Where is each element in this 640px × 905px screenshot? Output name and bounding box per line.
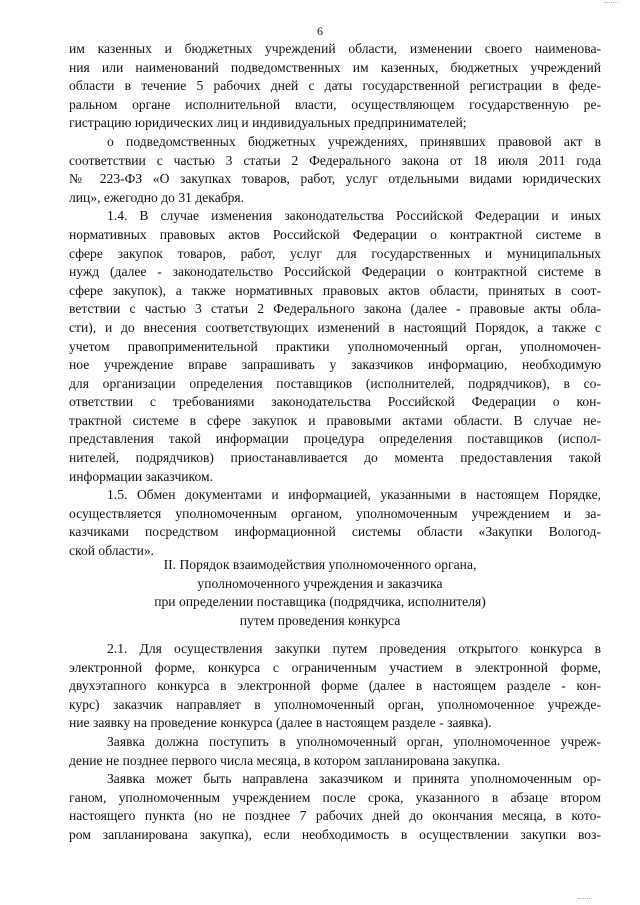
text-line: ное учреждение вправе запрашивать у заказчиков информацию, необходимую bbox=[69, 357, 601, 373]
text-line: ганом, уполномоченным учреждением после срока, указанного в абзаце втором bbox=[69, 789, 601, 805]
text-line: казчиками посредством информационной системы области «Закупки Вологод- bbox=[69, 524, 601, 540]
text-line: нителей, подрядчиков) приостанавливается до момента предоставления такой bbox=[69, 450, 601, 466]
text-line: курс) заказчик направляет в уполномоченный орган, уполномоченное учрежде- bbox=[69, 696, 601, 712]
text-line: двухэтапного конкурса в электронной форме (далее в настоящем разделе - кон- bbox=[69, 678, 601, 694]
text-line: области в течение 5 рабочих дней с даты государственной регистрации в феде- bbox=[69, 78, 601, 94]
text-line: нужд (далее - законодательство Российской Федерации о контрактной системе в bbox=[69, 264, 601, 280]
text-line: ответствии с требованиями законодательства Российской Федерации о кон- bbox=[69, 394, 601, 410]
text-line: 2.1. Для осуществления закупки путем проведения открытого конкурса в bbox=[107, 641, 601, 656]
text-line: им казенных и бюджетных учреждений области, изменении своего наименова- bbox=[69, 41, 601, 56]
page-number: 6 bbox=[317, 24, 323, 38]
scan-artifact-bottom bbox=[578, 898, 592, 902]
text-line: настоящего пункта (но не позднее 7 рабочих дней до окончания месяца, в кото- bbox=[69, 808, 601, 824]
text-line: трактной системе в сфере закупок и правовыми актами области. В случае не- bbox=[69, 412, 601, 428]
heading-line: при определении поставщика (подрядчика, исполнителя) bbox=[154, 594, 486, 610]
heading-line: путем проведения конкурса bbox=[239, 612, 401, 628]
text-line: ром запланирована закупка), если необходимость в осуществлении закупки воз- bbox=[69, 826, 601, 842]
text-line: нормативных правовых актов Российской Федерации о контрактной системе в bbox=[69, 226, 601, 242]
text-line: ветствии с частью 3 статьи 2 Федерального закона (далее - правовые акты обла- bbox=[69, 301, 601, 317]
text-line: осуществляется уполномоченным органом, уполномоченным учреждением и за- bbox=[69, 505, 601, 521]
text-line: дение не позднее первого числа месяца, в котором запланирована закупка. bbox=[69, 752, 501, 768]
text-line: Заявка может быть направлена заказчиком и принята уполномоченным ор- bbox=[107, 771, 601, 787]
section-heading bbox=[0, 556, 640, 630]
text-line: для организации определения поставщиков (исполнителей, подрядчиков), в со- bbox=[69, 375, 601, 391]
text-line: лиц», ежегодно до 31 декабря. bbox=[69, 189, 245, 205]
text-line: ние заявку на проведение конкурса (далее в настоящем разделе - заявка). bbox=[69, 715, 492, 731]
text-line: электронной форме, конкурса с ограниченным участием в электронной форме, bbox=[69, 659, 601, 675]
text-line: сти), и до внесения соответствующих изменений в настоящий Порядок, а также с bbox=[69, 319, 601, 335]
text-line: представления такой информации процедура определения поставщиков (испол- bbox=[69, 431, 601, 447]
text-line: 1.5. Обмен документами и информацией, указанными в настоящем Порядке, bbox=[107, 487, 601, 503]
scan-artifact bbox=[604, 2, 618, 6]
text-line: соответствии с частью 3 статьи 2 Федерального закона от 18 июля 2011 года bbox=[69, 152, 601, 168]
text-line: 1.4. В случае изменения законодательства Российской Федерации и иных bbox=[107, 208, 601, 224]
body-text-bottom bbox=[69, 640, 601, 845]
text-line: Заявка должна поступить в уполномоченный орган, уполномоченное учреж- bbox=[107, 733, 601, 749]
text-line: сфере закупок товаров, работ, услуг для государственных и муниципальных bbox=[69, 245, 601, 261]
text-line: гистрацию юридических лиц и индивидуальных предпринимателей; bbox=[69, 115, 467, 131]
text-line: ральном органе исполнительной власти, осуществляющем государственную ре- bbox=[69, 96, 601, 112]
text-line: о подведомственных бюджетных учреждениях, принявших правовой акт в bbox=[107, 133, 601, 149]
heading-line: II. Порядок взаимодействия уполномоченного органа, bbox=[163, 557, 477, 572]
text-line: ния или наименований подведомственных им казенных, бюджетных учреждений bbox=[69, 59, 601, 75]
body-text-top bbox=[69, 40, 601, 561]
text-line: ской области». bbox=[69, 543, 155, 559]
heading-line: уполномоченного учреждения и заказчика bbox=[197, 575, 443, 591]
text-line: учетом правоприменительной практики уполномоченный орган, уполномочен- bbox=[69, 338, 601, 354]
text-line: сфере закупок), а также нормативных правовых актов области, принятых в соот- bbox=[69, 282, 601, 298]
text-line: информации заказчиком. bbox=[69, 468, 214, 484]
text-line: № 223-ФЗ «О закупках товаров, работ, услуг отдельными видами юридических bbox=[69, 171, 601, 187]
